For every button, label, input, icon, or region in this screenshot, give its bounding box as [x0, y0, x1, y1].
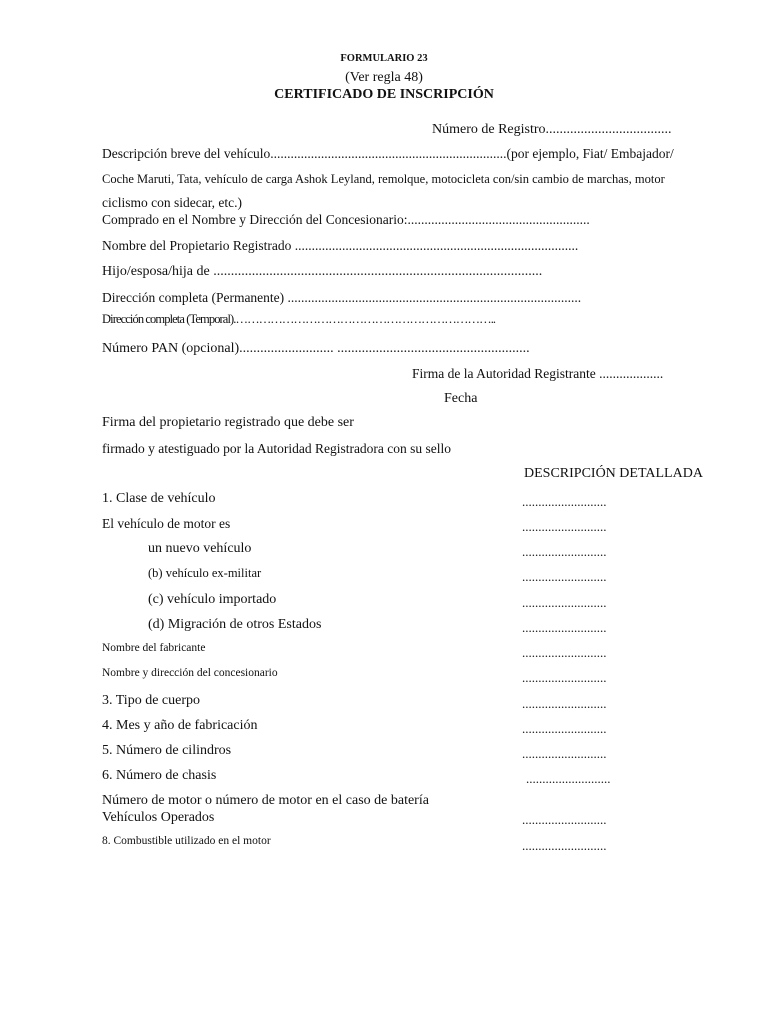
detail-row-label: El vehículo de motor es: [102, 516, 231, 531]
registration-number-field: Número de Registro....................................: [432, 122, 672, 137]
vehicle-description-field: Descripción breve del vehículo......................................................................(por ejemplo, Fiat/ Embajador/: [102, 146, 674, 161]
permanent-address-field: Dirección completa (Permanente) .......................................................................................: [102, 290, 582, 305]
detail-row-label: (c) vehículo importado: [148, 592, 277, 607]
detail-row-label: 1. Clase de vehículo: [102, 491, 216, 506]
detail-row-label-continued: Vehículos Operados: [102, 810, 215, 825]
vehicle-description-examples-end: ciclismo con sidecar, etc.): [102, 195, 243, 210]
authority-signature-field: Firma de la Autoridad Registrante ...................: [412, 366, 664, 381]
detail-row-blank: ..........................: [522, 494, 607, 509]
detail-row-label: Nombre y dirección del concesionario: [102, 667, 278, 679]
temporary-address-field: Dirección completa (Temporal).…………………………………………………………..: [102, 312, 496, 326]
owner-name-field: Nombre del Propietario Registrado ....................................................................................: [102, 238, 579, 253]
detail-row-label: 3. Tipo de cuerpo: [102, 693, 200, 708]
detail-row-label: 8. Combustible utilizado en el motor: [102, 835, 271, 847]
detail-row-label: un nuevo vehículo: [148, 541, 252, 556]
detail-row-blank: ..........................: [522, 670, 607, 685]
detail-row-blank: ..........................: [522, 620, 607, 635]
pan-field: Número PAN (opcional)........................... .......................................................: [102, 341, 530, 356]
detail-row-label: Número de motor o número de motor en el caso de batería: [102, 793, 429, 808]
detail-row-label: 6. Número de chasis: [102, 768, 217, 783]
detail-row-blank: ..........................: [522, 645, 607, 660]
detail-row-blank: ..........................: [522, 519, 607, 534]
detail-row-blank: ..........................: [522, 812, 607, 827]
detail-row-label: (b) vehículo ex-militar: [148, 566, 262, 580]
dealer-field: Comprado en el Nombre y Dirección del Concesionario:......................................................: [102, 212, 590, 227]
detail-row-blank: ..........................: [522, 838, 607, 853]
detail-row-blank: ..........................: [522, 746, 607, 761]
detailed-description-heading: DESCRIPCIÓN DETALLADA: [524, 466, 703, 481]
vehicle-description-examples: Coche Maruti, Tata, vehículo de carga Ashok Leyland, remolque, motocicleta con/sin cambio de marchas, motor: [102, 172, 665, 186]
detail-row-blank: ..........................: [522, 569, 607, 584]
date-label: Fecha: [444, 391, 478, 406]
detail-row-blank: ..........................: [522, 595, 607, 610]
detail-row-label: 4. Mes y año de fabricación: [102, 718, 258, 733]
detail-row-label: Nombre del fabricante: [102, 642, 206, 654]
rule-reference: (Ver regla 48): [345, 70, 423, 85]
detail-row-label: (d) Migración de otros Estados: [148, 617, 322, 632]
owner-signature-line-1: Firma del propietario registrado que debe ser: [102, 415, 354, 430]
detail-row-blank: ..........................: [522, 721, 607, 736]
detail-row-label: 5. Número de cilindros: [102, 743, 232, 758]
detail-row-blank: ..........................: [526, 771, 611, 786]
form-number: FORMULARIO 23: [340, 53, 428, 64]
owner-signature-line-2: firmado y atestiguado por la Autoridad Registradora con su sello: [102, 441, 452, 456]
detail-row-blank: ..........................: [522, 696, 607, 711]
relation-field: Hijo/esposa/hija de ..............................................................................................: [102, 264, 543, 279]
detail-row-blank: ..........................: [522, 544, 607, 559]
document-title: CERTIFICADO DE INSCRIPCIÓN: [274, 87, 494, 102]
